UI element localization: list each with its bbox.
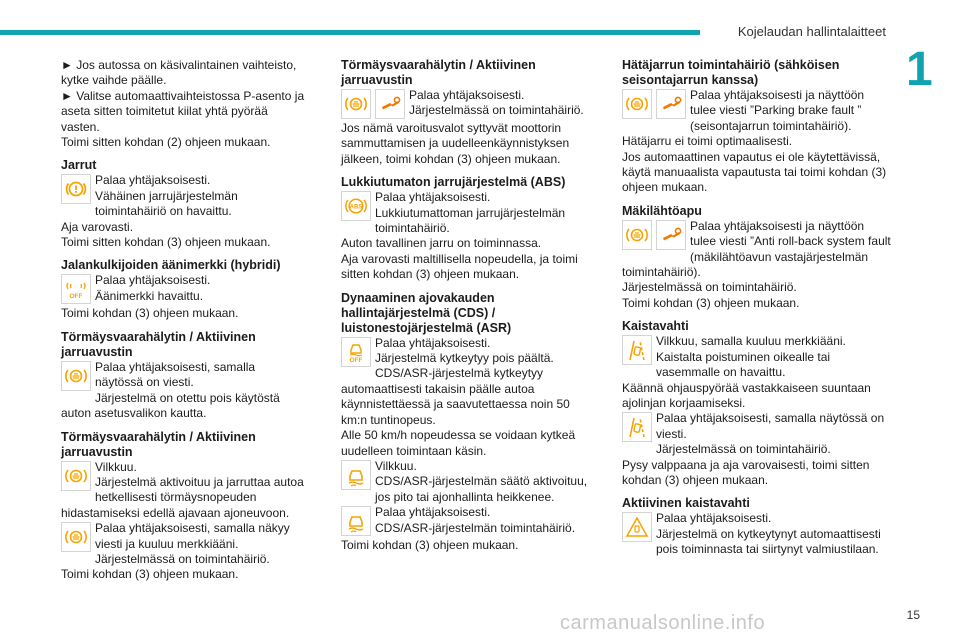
text-line: CDS/ASR-järjestelmä kytkeytyy automaattisesti takaisin päälle autoa käynnistettäessä ja saavutettaessa noin 50 km:n tuntinopeus.	[341, 366, 570, 427]
pedestrian-sound-off-icon	[61, 274, 91, 304]
svg-text:OFF: OFF	[69, 293, 83, 301]
collision-warning-icon	[61, 522, 91, 552]
text-line: Vilkkuu.	[375, 458, 417, 473]
column-1	[61, 58, 306, 583]
collision-warning-icon	[61, 361, 91, 391]
text-line: Vilkkuu, samalla kuuluu merkkiääni.	[656, 334, 846, 349]
text-line: Palaa yhtäjaksoisesti ja näyttöön tulee viesti ”Parking brake fault ” (seisontajarrun toimintahäiriö).	[690, 88, 865, 133]
stability-off-icon	[341, 337, 371, 367]
text-line: Palaa yhtäjaksoisesti.	[375, 190, 491, 205]
text-line: CDS/ASR-järjestelmän toimintahäiriö.	[375, 520, 576, 535]
text-line: Kaistalta poistuminen oikealle tai vasemmalle on havaittu.	[656, 349, 831, 380]
lane-departure-icon	[622, 335, 652, 365]
section-title-emergency-brake: Hätäjarrun toimintahäiriö (sähköisen seisontajarrun kanssa)	[622, 58, 840, 87]
section-title-abs: Lukkiutumaton jarrujärjestelmä (ABS)	[341, 175, 566, 190]
text-line: Palaa yhtäjaksoisesti.	[375, 335, 491, 350]
svg-text:ABS: ABS	[349, 204, 363, 211]
column-2	[341, 58, 599, 554]
section-title-collision-1: Törmäysvaarahälytin / Aktiivinen jarruavustin	[61, 329, 256, 359]
service-wrench-icon	[375, 89, 405, 119]
column-3	[622, 58, 892, 558]
section-title-brakes: Jarrut	[61, 158, 97, 173]
svg-text:OFF: OFF	[349, 356, 363, 364]
text-line: Järjestelmä on otettu pois käytöstä auton asetusvalikon kautta.	[61, 390, 280, 421]
text-line: Palaa yhtäjaksoisesti.	[95, 173, 211, 188]
section-title-lane-keeping: Kaistavahti	[622, 319, 689, 334]
text-line: Toimi kohdan (3) ohjeen mukaan.	[61, 306, 239, 321]
text-line: Järjestelmässä on toimintahäiriö.	[656, 442, 831, 457]
chapter-number: 1	[906, 43, 933, 96]
text-line: Toimi kohdan (3) ohjeen mukaan.	[622, 295, 800, 310]
text-line: Lukkiutumattoman jarrujärjestelmän toimintahäiriö.	[375, 205, 566, 236]
service-wrench-icon	[656, 89, 686, 119]
text-line: Palaa yhtäjaksoisesti, samalla näkyy viesti ja kuuluu merkkiääni.	[95, 521, 290, 551]
text-line: Toimi kohdan (3) ohjeen mukaan.	[341, 538, 519, 553]
text-line: Pysy valppaana ja aja varovaisesti, toimi sitten kohdan (3) ohjeen mukaan.	[622, 457, 870, 487]
section-title-pedestrian: Jalankulkijoiden äänimerkki (hybridi)	[61, 258, 281, 273]
text-line: Palaa yhtäjaksoisesti, samalla näytössä on viesti.	[95, 359, 256, 390]
text-line: Järjestelmä kytkeytyy pois päältä.	[375, 351, 554, 366]
text-line: Vähäinen jarrujärjestelmän toimintahäiriö on havaittu.	[95, 188, 238, 219]
abs-icon	[341, 191, 371, 221]
text-line: Palaa yhtäjaksoisesti.	[409, 88, 525, 102]
collision-warning-icon	[61, 461, 91, 491]
text-line: Aja varovasti.	[61, 219, 134, 234]
section-title-cds-asr: Dynaaminen ajovakauden hallintajärjestelmä (CDS) / luistonestojärjestelmä (ASR)	[341, 290, 512, 335]
section-title-collision-2: Törmäysvaarahälytin / Aktiivinen jarruavustin	[61, 429, 256, 459]
active-lane-warning-icon	[622, 512, 652, 542]
intro-line-1: ► Jos autossa on käsivalintainen vaihteisto, kytke vaihde päälle.	[61, 58, 297, 88]
text-line: Auton tavallinen jarru on toiminnassa.	[341, 236, 542, 251]
section-title-active-lane: Aktiivinen kaistavahti	[622, 496, 750, 511]
service-wrench-icon	[656, 220, 686, 250]
text-line: Jos nämä varoitusvalot syttyvät moottorin sammuttamisen ja uudelleenkäynnistyksen jälkeen, toimi kohdan (3) ohjeen mukaan.	[341, 121, 570, 166]
watermark: carmanualsonline.info	[560, 612, 766, 634]
section-title-hill-start: Mäkilähtöapu	[622, 203, 702, 218]
text-line: Vilkkuu.	[95, 459, 137, 474]
section-title-collision-3: Törmäysvaarahälytin / Aktiivinen jarruavustin	[341, 58, 536, 87]
chapter-title: Kojelaudan hallintalaitteet	[737, 24, 886, 39]
text-line: Järjestelmässä on toimintahäiriö.	[409, 103, 584, 118]
text-line: CDS/ASR-järjestelmän säätö aktivoituu, jos pito tai ajonhallinta heikkenee.	[375, 474, 588, 504]
text-line: Järjestelmässä on toimintahäiriö.	[95, 551, 270, 566]
text-line: Äänimerkki havaittu.	[95, 288, 204, 303]
text-line: Palaa yhtäjaksoisesti.	[656, 511, 772, 526]
text-line: Toimi kohdan (3) ohjeen mukaan.	[61, 567, 239, 582]
text-line: Palaa yhtäjaksoisesti.	[95, 273, 211, 288]
hill-start-icon	[622, 220, 652, 250]
text-line: Jos automaattinen vapautus ei ole käytettävissä, käytä manuaalista vapautusta tai toimi kohdan (3) ohjeen mukaan.	[622, 149, 887, 195]
text-line: Palaa yhtäjaksoisesti ja näyttöön tulee viesti ”Anti roll-back system fault (mäkilähtöavun vastajärjestelmän toimintahäiriö).	[622, 218, 891, 280]
text-line: Järjestelmä aktivoituu ja jarruttaa autoa hetkellisesti törmäysnopeuden hidastamiseksi edellä ajavaan ajoneuvoon.	[61, 474, 304, 520]
lane-departure-icon	[622, 412, 652, 442]
brake-warning-icon	[61, 174, 91, 204]
intro-line-3: Toimi sitten kohdan (2) ohjeen mukaan.	[61, 135, 271, 150]
text-line: Palaa yhtäjaksoisesti.	[375, 505, 491, 520]
text-line: Toimi sitten kohdan (3) ohjeen mukaan.	[61, 235, 271, 250]
intro-line-2: ► Valitse automaattivaihteistossa P-asento ja aseta sitten toimitetut kiilat yhtä pyörää vasten.	[61, 88, 305, 134]
header-accent-bar	[0, 30, 700, 35]
text-line: Palaa yhtäjaksoisesti, samalla näytössä on viesti.	[656, 411, 885, 441]
collision-warning-icon	[622, 89, 652, 119]
stability-control-icon	[341, 460, 371, 490]
text-line: Käännä ohjauspyörää vastakkaiseen suuntaan ajolinjan korjaamiseksi.	[622, 380, 871, 410]
text-line: Aja varovasti maltillisella nopeudella, ja toimi sitten kohdan (3) ohjeen mukaan.	[341, 251, 578, 282]
text-line: Järjestelmässä on toimintahäiriö.	[622, 280, 797, 295]
collision-warning-icon	[341, 89, 371, 119]
page-number: 15	[906, 608, 920, 622]
text-line: Järjestelmä on kytkeytynyt automaattisesti pois toiminnasta tai siirtynyt valmiustilaan.	[656, 526, 881, 557]
stability-control-icon	[341, 506, 371, 536]
text-line: Alle 50 km/h nopeudessa se voidaan kytkeä uudelleen toimintaan käsin.	[341, 428, 576, 458]
text-line: Hätäjarru ei toimi optimaalisesti.	[622, 134, 793, 149]
